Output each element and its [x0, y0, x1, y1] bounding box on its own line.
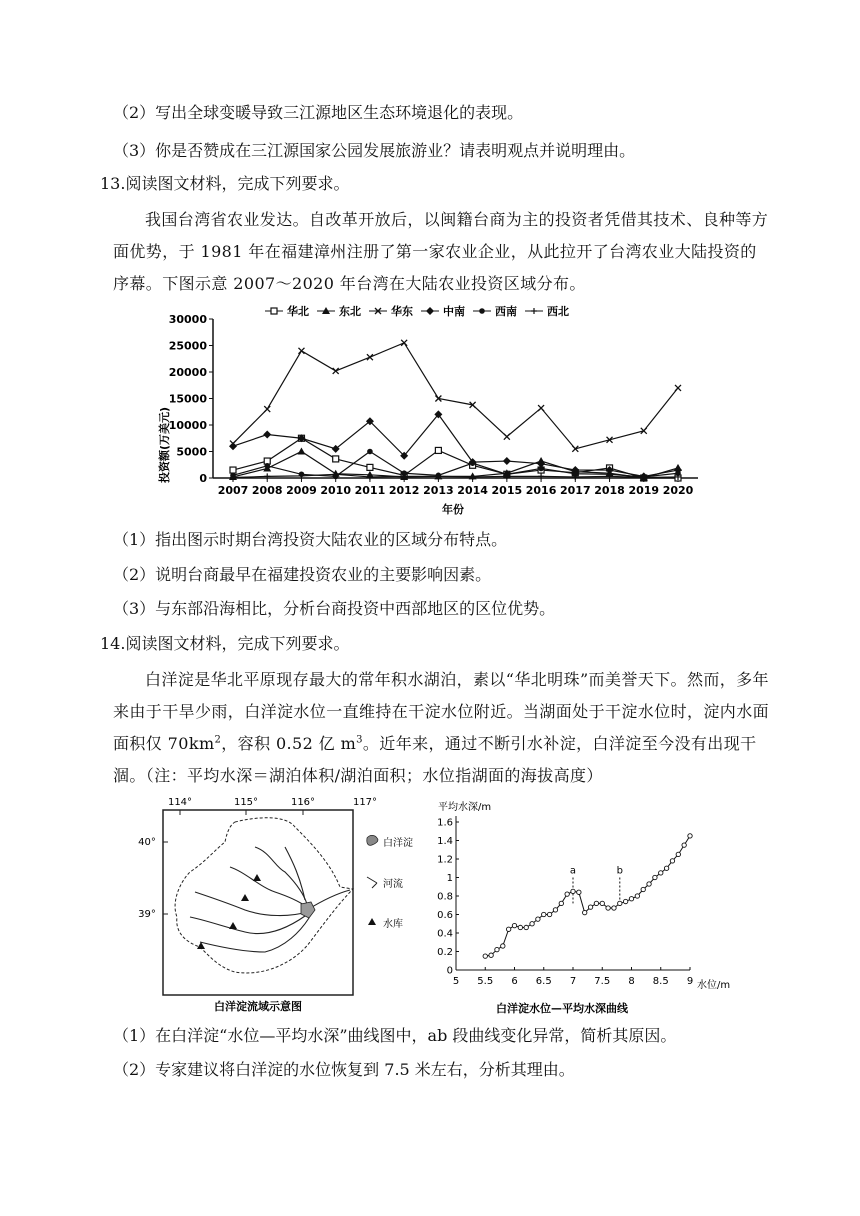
- y-tick-label: 0: [199, 472, 207, 485]
- water-level-depth-chart: [432, 800, 762, 1020]
- data-point: [230, 467, 236, 473]
- depth-y-label: 平均水深/m: [438, 802, 492, 813]
- basin-boundary: [175, 818, 353, 973]
- investment-y-axis: [169, 313, 213, 485]
- question-13-title: 13.阅读图文材料，完成下列要求。: [100, 174, 350, 193]
- data-point: [512, 923, 516, 927]
- investment-legend: [265, 304, 569, 318]
- data-point: [623, 899, 627, 903]
- legend-river-label: 河流: [383, 879, 403, 890]
- data-point: [367, 449, 373, 455]
- x-tick-label: 2007: [217, 484, 249, 497]
- data-point: [263, 431, 271, 439]
- x-tick-label: 2011: [354, 484, 386, 497]
- data-point: [659, 871, 663, 875]
- y-tick-label: 20000: [168, 366, 207, 379]
- map-frame: [163, 810, 353, 995]
- y-tick-label: 0.4: [437, 928, 453, 940]
- investment-chart: [150, 303, 710, 518]
- legend-marker: [271, 308, 277, 314]
- data-point: [538, 405, 544, 411]
- data-point: [635, 894, 639, 898]
- data-point: [264, 463, 270, 469]
- question-13-material: 我国台湾省农业发达。自改革开放后，以闽籍台商为主的投资者凭借其技术、良种等方面优势，于 1981 年在福建漳州注册了第一家农业企业，从此拉开了台湾农业大陆投资的序幕。下图示意 2007～2020 年台湾在大陆农业投资区域分布。: [113, 210, 769, 293]
- river-icon: [367, 877, 377, 888]
- legend-label: 西南: [495, 305, 517, 318]
- lat-label-40: 40°: [138, 837, 156, 848]
- depth-y-axis: [437, 816, 459, 977]
- y-tick-label: 1.4: [437, 836, 453, 847]
- data-point: [542, 912, 546, 916]
- x-tick-label: 5: [452, 976, 460, 987]
- data-point: [688, 834, 692, 838]
- data-point: [682, 843, 686, 847]
- data-point: [565, 892, 569, 896]
- x-tick-label: 2017: [559, 484, 591, 497]
- legend-label: 东北: [339, 305, 361, 318]
- x-tick-label: 8: [628, 976, 635, 987]
- question-14-material: 白洋淀是华北平原现存最大的常年积水湖泊，素以“华北明珠”而美誉天下。然而，多年来由于干旱少雨，白洋淀水位一直维持在干淀水位附近。当湖面处于干淀水位时，淀内水面面积仅 $70km^2$，容积 0.52 亿 $m^3$。近年来，通过不断引水补淀，白洋淀至今没有出现干涸。（注：平均水深＝湖泊体积/湖泊面积；水位指湖面的海拔高度）: [113, 670, 770, 785]
- y-tick-label: 1.2: [437, 854, 453, 866]
- y-tick-label: 30000: [168, 313, 207, 326]
- legend-marker: [531, 308, 537, 314]
- lon-label-114: 114°: [167, 797, 193, 808]
- lon-label-115: 115°: [233, 797, 259, 808]
- y-tick-label: 1.6: [437, 817, 453, 829]
- lake-icon: [367, 835, 378, 845]
- data-point: [229, 442, 237, 450]
- y-tick-label: 1: [446, 873, 453, 884]
- data-point: [518, 925, 522, 929]
- x-tick-label: 2010: [320, 484, 352, 497]
- map-caption: 白洋淀流域示意图: [214, 1000, 302, 1013]
- x-tick-label: 2014: [457, 484, 488, 497]
- y-tick-label: 0.8: [437, 891, 453, 903]
- data-point: [367, 464, 373, 470]
- question-13-1: （1）指出图示时期台湾投资大陆农业的区域分布特点。: [113, 530, 508, 549]
- x-tick-label: 2009: [286, 484, 317, 497]
- x-tick-label: 2020: [662, 484, 694, 497]
- data-point: [641, 887, 645, 891]
- data-point: [504, 434, 510, 440]
- investment-x-axis: [213, 478, 698, 497]
- x-tick-label: 6.5: [535, 976, 552, 987]
- x-tick-label: 8.5: [652, 976, 669, 987]
- depth-x-axis: [453, 967, 693, 987]
- x-tick-label: 2013: [423, 484, 454, 497]
- x-tick-label: 2008: [251, 484, 283, 497]
- data-point: [524, 925, 528, 929]
- baiyangdian-lake: [301, 902, 315, 918]
- question-12-3: （3）你是否赞成在三江源国家公园发展旅游业？请表明观点并说明理由。: [113, 141, 636, 160]
- legend-label: 华北: [287, 305, 309, 318]
- x-tick-label: 2019: [628, 484, 660, 497]
- data-point: [577, 890, 581, 894]
- data-point: [676, 852, 680, 856]
- data-point: [297, 448, 305, 455]
- legend-lake-label: 白洋淀: [383, 838, 413, 849]
- legend-marker: [479, 308, 485, 314]
- y-tick-label: 25000: [168, 339, 207, 353]
- data-point: [435, 447, 441, 453]
- x-tick-label: 2012: [388, 484, 420, 497]
- legend-label: 西北: [547, 305, 569, 318]
- question-13-3: （3）与东部沿海相比，分析台商投资中西部地区的区位优势。: [113, 599, 556, 618]
- investment-y-label: 投资额(万美元): [158, 406, 171, 484]
- y-tick-label: 0: [446, 965, 453, 977]
- data-point: [675, 385, 681, 391]
- depth-x-label: 水位/m: [697, 980, 731, 991]
- data-point: [653, 875, 657, 879]
- data-point: [538, 466, 544, 472]
- data-point: [670, 859, 674, 863]
- lat-label-39: 39°: [138, 909, 156, 920]
- data-point: [495, 947, 499, 951]
- depth-line: [485, 836, 690, 956]
- reservoir-icon: [368, 918, 376, 925]
- annotation-label-b: b: [616, 865, 623, 877]
- data-point: [489, 953, 493, 957]
- question-12-2: （2）写出全球变暖导致三江源地区生态环境退化的表现。: [113, 103, 524, 122]
- x-tick-label: 2018: [594, 484, 625, 497]
- question-13-2: （2）说明台商最早在福建投资农业的主要影响因素。: [113, 565, 492, 584]
- depth-annotations: [570, 866, 623, 904]
- data-point: [536, 917, 540, 921]
- data-point: [583, 910, 587, 914]
- lon-label-116: 116°: [290, 797, 316, 808]
- legend-marker: [426, 307, 434, 315]
- x-tick-label: 5.5: [477, 976, 494, 987]
- x-tick-label: 9: [686, 976, 694, 987]
- investment-series: [229, 340, 682, 481]
- x-tick-label: 7.5: [594, 976, 611, 987]
- data-point: [588, 905, 592, 909]
- data-point: [553, 908, 557, 912]
- data-point: [547, 912, 551, 916]
- data-point: [264, 406, 270, 412]
- legend-label: 华东: [391, 305, 413, 318]
- data-point: [559, 901, 563, 905]
- data-point: [333, 456, 339, 462]
- data-point: [629, 897, 633, 901]
- y-tick-label: 10000: [168, 419, 207, 432]
- x-tick-label: 6: [511, 976, 518, 987]
- data-point: [618, 901, 622, 905]
- data-point: [647, 882, 651, 886]
- data-point: [612, 906, 616, 910]
- data-point: [367, 354, 373, 360]
- y-tick-label: 15000: [168, 392, 207, 406]
- x-tick-label: 2016: [525, 484, 557, 497]
- baiyangdian-basin-map: [135, 792, 435, 1017]
- data-point: [600, 901, 604, 905]
- question-14-1: （1）在白洋淀“水位—平均水深”曲线图中，ab 段曲线变化异常，简析其原因。: [113, 1026, 677, 1045]
- data-point: [470, 460, 476, 466]
- data-point: [501, 944, 505, 948]
- series-line-2: [233, 343, 678, 449]
- data-point: [664, 866, 668, 870]
- question-14-title: 14.阅读图文材料，完成下列要求。: [100, 634, 350, 653]
- legend-reservoir-label: 水库: [383, 919, 403, 930]
- data-point: [530, 922, 534, 926]
- legend-label: 中南: [443, 305, 465, 318]
- investment-x-label: 年份: [442, 503, 464, 516]
- data-point: [594, 901, 598, 905]
- annotation-label-a: a: [569, 865, 577, 877]
- y-tick-label: 0.2: [437, 947, 453, 958]
- question-14-2: （2）专家建议将白洋淀的水位恢复到 7.5 米左右，分析其理由。: [113, 1060, 575, 1079]
- depth-chart-title: 白洋淀水位—平均水深曲线: [496, 1002, 628, 1015]
- data-point: [333, 368, 339, 374]
- y-tick-label: 0.6: [437, 910, 453, 921]
- x-tick-label: 2015: [491, 484, 523, 497]
- y-tick-label: 5000: [176, 445, 207, 459]
- data-point: [606, 906, 610, 910]
- depth-curve: [483, 834, 692, 959]
- lon-label-117: 117°: [352, 797, 378, 808]
- data-point: [298, 348, 304, 354]
- data-point: [503, 457, 511, 465]
- data-point: [571, 889, 575, 893]
- data-point: [483, 954, 487, 958]
- data-point: [401, 340, 407, 346]
- data-point: [506, 927, 510, 931]
- x-tick-label: 7: [569, 976, 577, 987]
